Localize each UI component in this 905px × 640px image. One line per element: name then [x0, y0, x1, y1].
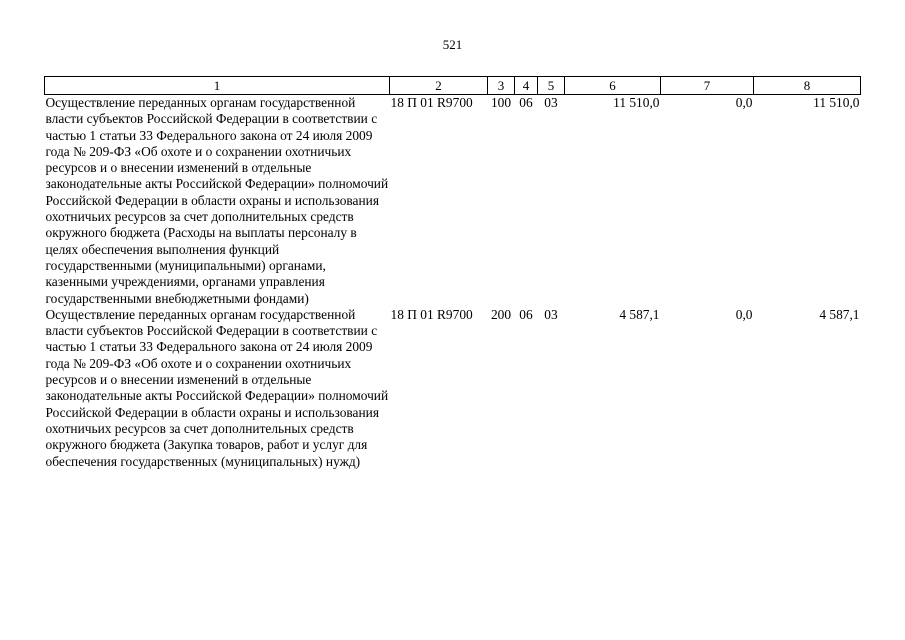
- row-subsection: 03: [544, 306, 558, 322]
- table-row: [45, 307, 861, 470]
- row-expense-type: 100: [490, 95, 512, 110]
- row-col7-amount: 0,0: [735, 95, 753, 110]
- header-row: [45, 77, 861, 95]
- row-target-code: 18 П 01 R9700: [390, 95, 473, 110]
- row-description: Осуществление переданных органам государственной власти субъектов Российской Федерации в соответствии с частью 1 статьи 33 Федерального закона от 24 июля 2009 года № 209-ФЗ «Об охоте и о сохранении охотничьих ресурсов и о внесении изменений в отдельные законодательные акты Российской Федерации» полномочий Российской Федерации в области охраны и использования охотничьих ресурсов за счет дополнительных средств окружного бюджета (Закупка товаров, работ и услуг для обеспечения государственных (муниципальных) нужд): [45, 306, 389, 469]
- header-cell-2: 2: [390, 77, 488, 95]
- table-row: [45, 95, 861, 307]
- row-section: 06: [519, 306, 533, 322]
- row-description: Осуществление переданных органам государственной власти субъектов Российской Федерации в соответствии с частью 1 статьи 33 Федерального закона от 24 июля 2009 года № 209-ФЗ «Об охоте и о сохранении охотничьих ресурсов и о внесении изменений в отдельные законодательные акты Российской Федерации» полномочий Российской Федерации в области охраны и использования охотничьих ресурсов за счет дополнительных средств окружного бюджета (Расходы на выплаты персоналу в целях обеспечения выполнения функций государственными (муниципальными) органами, казенными учреждениями, органами управления государственными внебюджетными фондами): [45, 95, 389, 306]
- row-col8-amount: 11 510,0: [813, 95, 860, 110]
- row-target-code: 18 П 01 R9700: [390, 306, 473, 322]
- header-cell-4: 4: [515, 77, 538, 95]
- row-expense-type: 200: [490, 306, 512, 322]
- row-col6-amount: 11 510,0: [613, 95, 660, 110]
- header-cell-3: 3: [488, 77, 515, 95]
- row-subsection: 03: [544, 95, 558, 110]
- header-cell-5: 5: [538, 77, 565, 95]
- row-col6-amount: 4 587,1: [619, 306, 660, 322]
- header-cell-1: 1: [45, 77, 390, 95]
- row-col7-amount: 0,0: [735, 306, 753, 322]
- page-number: 521: [442, 37, 463, 52]
- row-col8-amount: 4 587,1: [819, 306, 860, 322]
- budget-table: [44, 76, 861, 470]
- header-cell-8: 8: [754, 77, 861, 95]
- header-cell-6: 6: [565, 77, 661, 95]
- row-section: 06: [519, 95, 533, 110]
- header-cell-7: 7: [661, 77, 754, 95]
